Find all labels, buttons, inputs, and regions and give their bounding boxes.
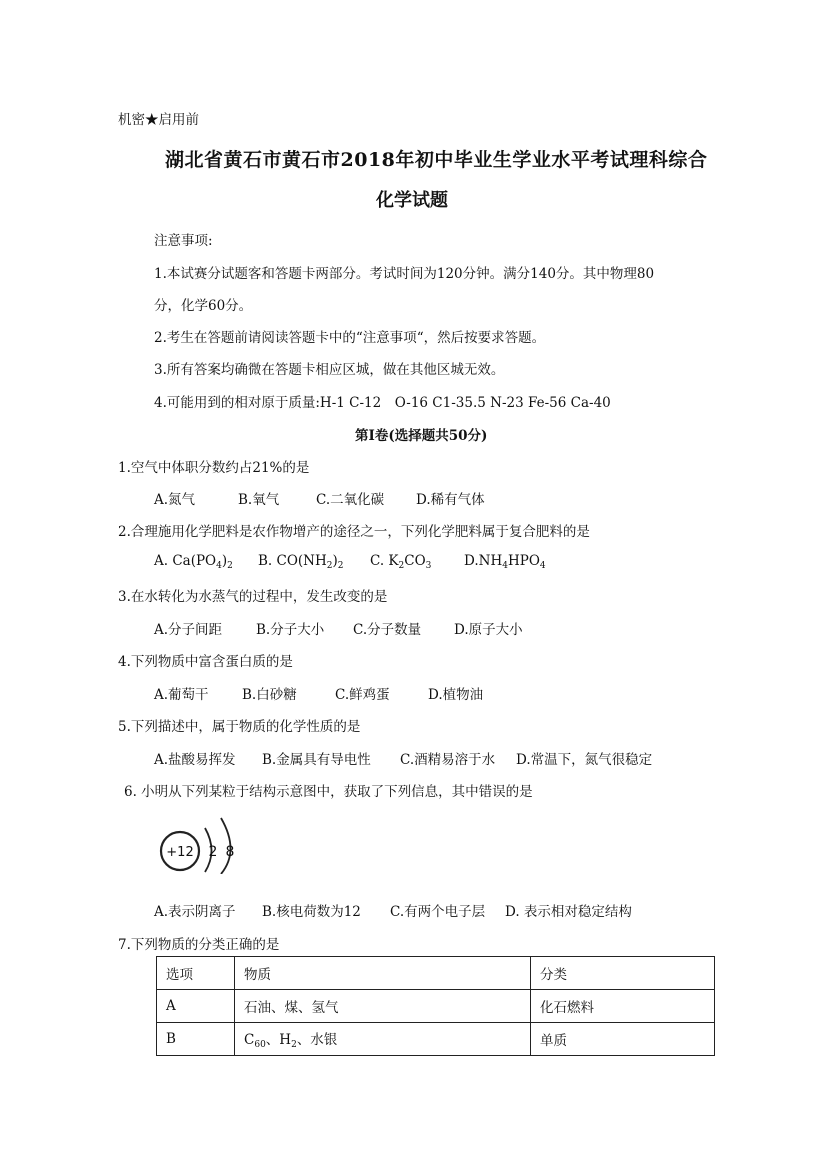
q4-stem: 4.下列物质中富含蛋白质的是	[118, 654, 293, 670]
q1-stem: 1.空气中体职分数约占21%的是	[118, 460, 310, 476]
q4-option-c: C.鲜鸡蛋	[335, 687, 390, 703]
q5-stem: 5.下列描述中，属于物质的化学性质的是	[118, 719, 361, 735]
q5-option-c: C.酒精易溶于水	[400, 752, 496, 768]
q3-option-c: C.分子数量	[353, 622, 422, 638]
note-4: 4.可能用到的相对原于质量:H-1 C-12 O-16 C1-35.5 N-23 Fe-56 Ca-40	[154, 395, 611, 411]
q3-option-a: A.分子间距	[154, 622, 223, 638]
q5-option-d: D.常温下，氮气很稳定	[516, 752, 653, 768]
atom-structure-diagram	[152, 812, 248, 874]
q2-option-c: C. $K_2CO_3$	[370, 553, 432, 571]
page-title: 湖北省黄石市黄石市2018年初中毕业生学业水平考试理科综合	[165, 149, 708, 171]
electron-shell-1-count: 2	[208, 844, 218, 860]
table-cell-option: B	[157, 1023, 235, 1056]
table-header-cell: 选项	[157, 957, 235, 990]
q7-stem: 7.下列物质的分类正确的是	[118, 937, 280, 953]
q1-option-d: D.稀有气体	[416, 492, 485, 508]
nucleus-charge: +12	[166, 845, 194, 860]
page-subtitle: 化学试题	[376, 190, 448, 211]
q4-option-d: D.植物油	[428, 687, 484, 703]
q6-option-b: B.核电荷数为12	[262, 904, 361, 920]
table-cell-option: A	[157, 990, 235, 1023]
q1-option-c: C.二氧化碳	[316, 492, 385, 508]
q1-option-a: A.氮气	[154, 492, 196, 508]
q6-stem: 6. 小明从下列某粒于结构示意图中，获取了下列信息，其中错误的是	[124, 784, 533, 800]
note-1-line-1: 1.本试赛分试题客和答题卡两部分。考试时间为120分钟。满分140分。其中物理80	[154, 266, 655, 282]
q3-option-d: D.原子大小	[454, 622, 523, 638]
q3-option-b: B.分子大小	[256, 622, 325, 638]
note-3: 3.所有答案均确微在答题卡相应区城，做在其他区城无效。	[154, 362, 505, 378]
q3-stem: 3.在水转化为水蒸气的过程中，发生改变的是	[118, 589, 388, 605]
q6-option-c: C.有两个电子层	[390, 904, 486, 920]
q4-option-a: A.葡萄干	[154, 687, 209, 703]
section-title: 第I卷(选择题共50分)	[355, 428, 488, 444]
table-cell-class: 单质	[531, 1023, 715, 1056]
q6-option-d: D. 表示相对稳定结构	[505, 904, 632, 920]
table-header-row	[157, 957, 715, 990]
q2-option-b: B. $CO(NH_2)_2$	[258, 553, 344, 571]
table-cell-substance: $C_{60}$、$H_2$、水银	[235, 1023, 531, 1056]
table-row	[157, 1023, 715, 1056]
classification-table	[156, 956, 715, 1056]
q1-option-b: B.氧气	[238, 492, 280, 508]
q6-option-a: A.表示阴离子	[154, 904, 236, 920]
electron-shell-2-count: 8	[225, 844, 235, 860]
table-cell-class: 化石燃料	[531, 990, 715, 1023]
notes-heading: 注意事项:	[154, 233, 213, 249]
note-2: 2.考生在答题前请阅读答题卡中的“注意事项“，然后按要求答题。	[154, 330, 546, 346]
note-1-line-2: 分，化学60分。	[154, 298, 253, 314]
q5-option-a: A.盐酸易挥发	[154, 752, 236, 768]
table-header-cell: 物质	[235, 957, 531, 990]
table-header-cell: 分类	[531, 957, 715, 990]
table-row	[157, 990, 715, 1023]
q2-option-a: A. $Ca(PO_4)_2$	[154, 553, 233, 571]
q5-option-b: B.金属具有导电性	[262, 752, 371, 768]
q2-stem: 2.合理施用化学肥料是农作物增产的途径之一，下列化学肥料属于复合肥料的是	[118, 524, 590, 540]
confidential-label: 机密★启用前	[118, 112, 199, 128]
q2-option-d: $D.NH_4HPO_4$	[464, 553, 546, 571]
table-cell-substance: 石油、煤、氢气	[235, 990, 531, 1023]
q4-option-b: B.白砂糖	[242, 687, 297, 703]
